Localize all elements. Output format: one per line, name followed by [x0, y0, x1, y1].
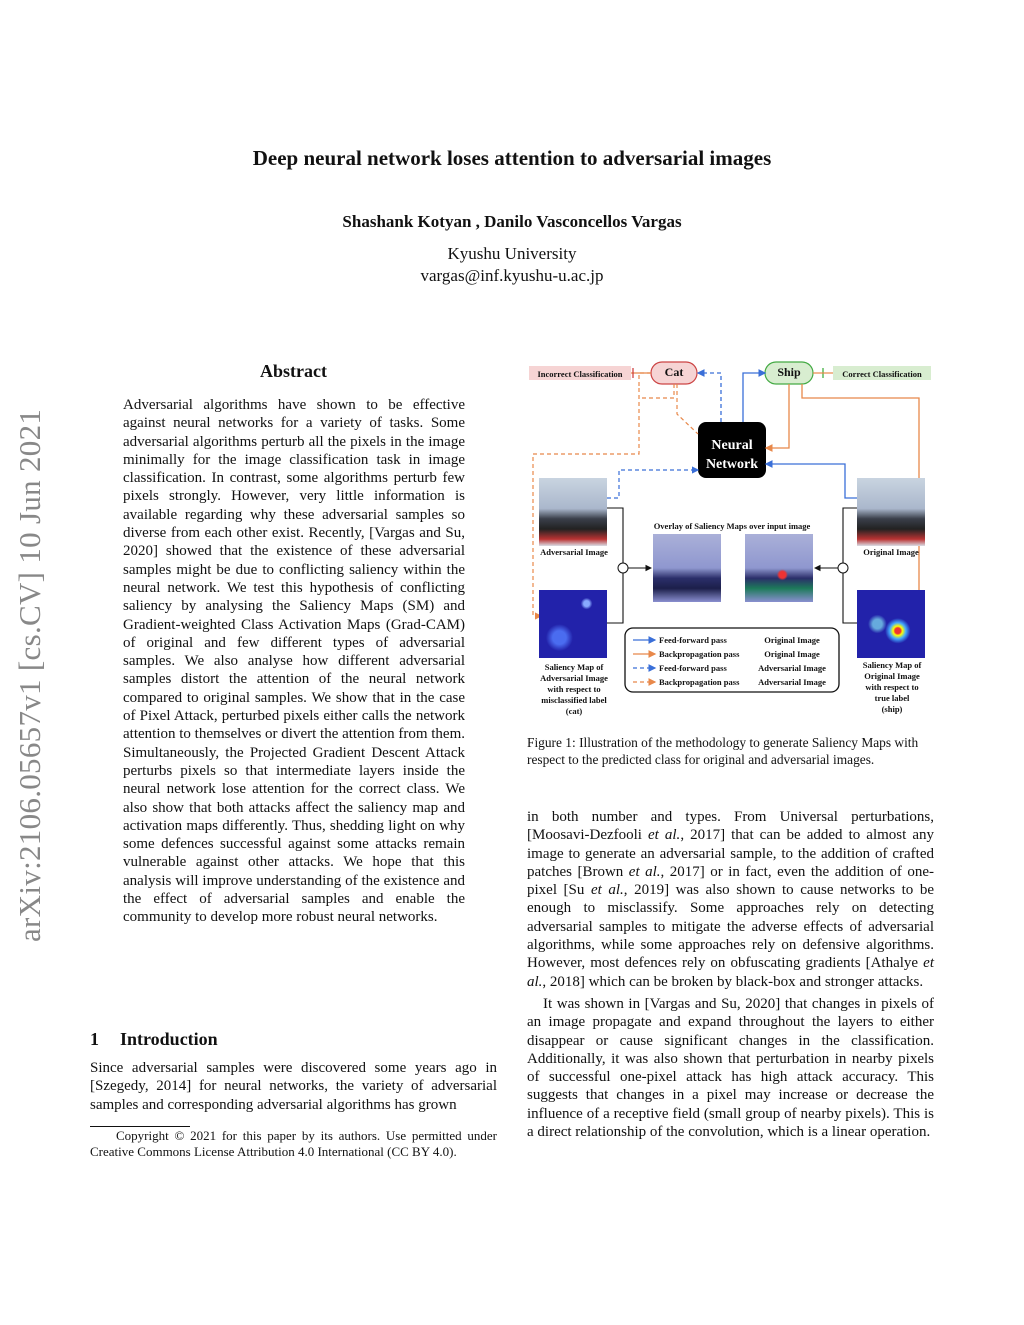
etal: et al.	[527, 955, 934, 990]
figure-caption: Figure 1: Illustration of the methodology to generate Saliency Maps with respect to the predicted class for original and adversarial images.	[527, 735, 919, 767]
original-saliency-map	[857, 590, 925, 658]
section-number: 1	[90, 1029, 99, 1049]
legend-pass: Backpropagation pass	[659, 677, 740, 687]
sal-left-line: misclassified label	[541, 695, 607, 705]
overlay-original	[745, 534, 813, 602]
sal-right-line: Saliency Map of	[862, 660, 922, 670]
ship-label: Ship	[777, 365, 801, 379]
cat-label: Cat	[664, 365, 684, 379]
sal-right-line: with respect to	[865, 682, 919, 692]
etal: et al.	[648, 827, 681, 844]
saliency-right-label	[847, 660, 937, 715]
incorrect-classification-label: Incorrect Classification	[537, 369, 623, 379]
text-run: , 2018] which can be broken by black-box and stronger attacks.	[542, 973, 924, 990]
nn-line2: Network	[705, 457, 759, 472]
adversarial-image-label: Adversarial Image	[540, 547, 608, 557]
overlay-label: Overlay of Saliency Maps over input image	[653, 521, 811, 531]
legend-pass: Feed-forward pass	[659, 635, 727, 645]
legend-image: Adversarial Image	[758, 663, 826, 673]
saliency-left-label	[529, 662, 619, 717]
sal-left-line: with respect to	[547, 684, 601, 694]
section-title: Introduction	[120, 1029, 218, 1049]
section-heading-introduction	[90, 1029, 218, 1050]
nn-line1: Neural	[711, 438, 753, 453]
legend-image: Adversarial Image	[758, 677, 826, 687]
adversarial-image	[539, 478, 607, 546]
legend-pass: Backpropagation pass	[659, 649, 740, 659]
affiliation-block	[0, 243, 1024, 287]
footnote-rule	[90, 1126, 190, 1127]
legend-image: Original Image	[764, 635, 820, 645]
footnote	[90, 1128, 497, 1160]
legend-pass: Feed-forward pass	[659, 663, 727, 673]
original-image-label: Original Image	[863, 547, 919, 557]
affiliation: Kyushu University	[447, 244, 577, 263]
sal-left-line: (cat)	[565, 706, 583, 716]
sal-right-line: (ship)	[881, 704, 903, 714]
legend-image: Original Image	[764, 649, 820, 659]
abstract-heading: Abstract	[260, 361, 327, 381]
text-run: , 2017] that can be added to almost any image to generate an adversarial sample, to the addition of crafted patches [Brown	[527, 827, 934, 880]
sal-left-line: Saliency Map of	[544, 662, 604, 672]
sal-right-line: true label	[874, 693, 910, 703]
adversarial-saliency-map	[539, 590, 607, 658]
right-paragraph-1	[527, 808, 934, 991]
arxiv-stamp: arXiv:2106.05657v1 [cs.CV] 10 Jun 2021	[12, 408, 47, 942]
intro-paragraph: Since adversarial samples were discovered some years ago in [Szegedy, 2014] for neural networks, the variety of adversarial samples and corresponding adversarial algorithms has grown	[90, 1060, 497, 1113]
overlay-adversarial	[653, 534, 721, 602]
text-run: , 2019] was also shown to cause networks to be enough to misclassify. Some approaches rely on detecting adversarial samples to mitigate the adverse effects of adversarial algorithms, while some approaches rely on defensive algorithms. However, most defences rely on obfuscating gradients [Athalye	[527, 882, 934, 972]
right-paragraph-2: It was shown in [Vargas and Su, 2020] that changes in pixels of an image propagate and expand throughout the layers to either disappear or cause significant changes in the classification. Additionally, it was also shown that perturbation in nearby pixels of successful one-pixel attack has high attack accuracy. This suggests that changes in a pixel may increase or decrease the influence of a receptive field (small group of nearby pixels). This is a direct relationship of the convolution, which is a linear operation.	[527, 995, 934, 1141]
sal-right-line: Original Image	[864, 671, 920, 681]
abstract-text: Adversarial algorithms have shown to be effective against neural networks for a variety of tasks. Some adversarial algorithms perturb all the pixels in the image minimally for the image classification task in image classification. In contrast, some algorithms perturb few pixels strongly. However, very little information is available regarding why these adversarial samples so diverse from each other exist. Recently, [Vargas and Su, 2020] showed that the existence of these adversarial samples might be due to conflicting saliency within the neural network. We test this hypothesis of conflicting saliency by analysing the Saliency Maps (SM) and Gradient-weighted Class Activation Maps (Grad-CAM) of original and few different types of adversarial samples. We also analyse how different adversarial samples distort the attention of the neural network compared to original samples. We show that in the case of Pixel Attack, perturbed pixels either calls the network attention to themselves or divert the attention from them. Simultaneously, the Projected Gradient Descent Attack perturbs pixels so that intermediate layers inside the neural network lose attention for the correct class. We also show that both attacks affect the saliency map and activation maps differently. Thus, shedding light on why some defences successful against some attacks remain vulnerable against other attacks. We hope that this analysis will improve understanding of the existence and the effect of adversarial samples and enable the community to develop more robust neural networks.	[123, 397, 465, 926]
authors: Shashank Kotyan , Danilo Vasconcellos Vargas	[342, 212, 682, 231]
original-image	[857, 478, 925, 546]
text-run: , 2017] or in fact, even the addition of one-pixel [Su	[527, 863, 934, 899]
right-column	[527, 808, 934, 1145]
email: vargas@inf.kyushu-u.ac.jp	[420, 266, 604, 285]
etal: et al.	[628, 863, 661, 880]
neural-network-label	[698, 436, 766, 474]
figure-1	[527, 358, 937, 728]
correct-classification-label: Correct Classification	[842, 369, 922, 379]
paper-title: Deep neural network loses attention to adversarial images	[252, 146, 772, 170]
footnote-text: Copyright © 2021 for this paper by its authors. Use permitted under Creative Commons License Attribution 4.0 International (CC BY 4.0).	[90, 1128, 497, 1159]
text-run: in both number and types. From Universal perturbations, [Moosavi-Dezfooli	[527, 809, 934, 844]
sal-left-line: Adversarial Image	[540, 673, 608, 683]
etal: et al.	[590, 882, 624, 899]
